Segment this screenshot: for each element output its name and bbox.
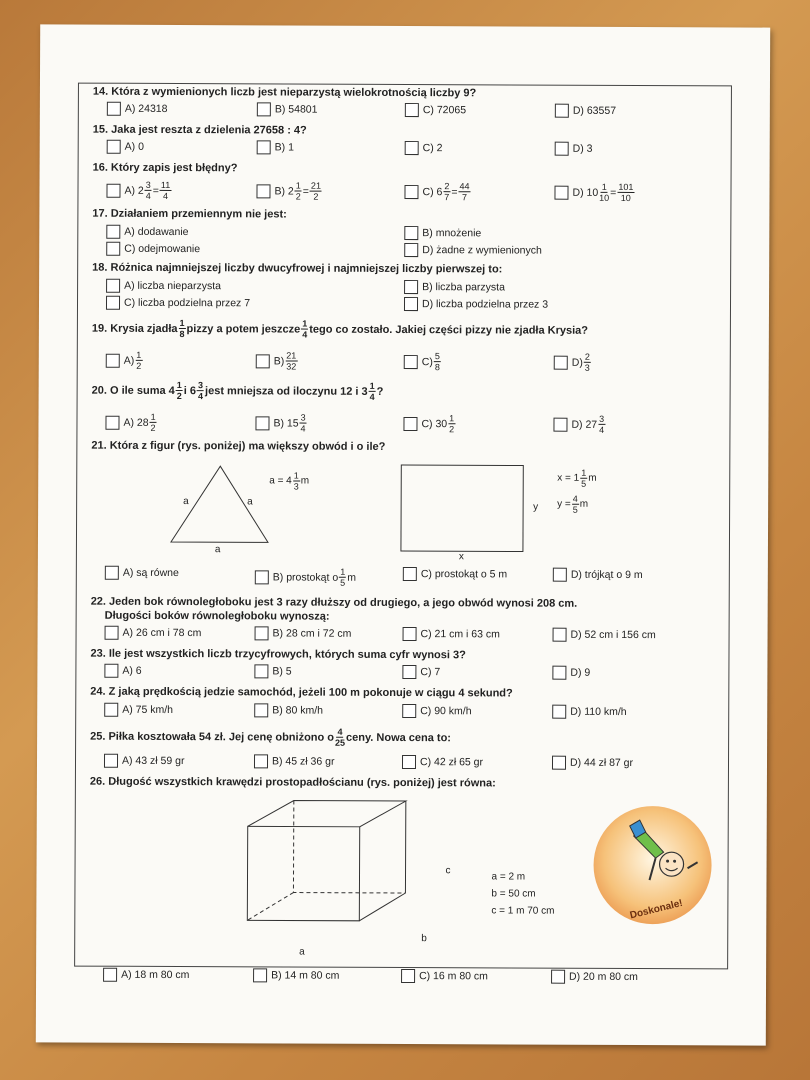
question-22-line2: Długości boków równoległoboku wynoszą: [104, 609, 330, 623]
question-15: 15. Jaka jest reszta z dzielenia 27658 : 4? [92, 123, 307, 137]
option-14-b[interactable]: B) 54801 [257, 102, 318, 116]
question-24: 24. Z jaką prędkością jedzie samochód, jeżeli 100 m pokonuje w ciągu 4 sekund? [90, 685, 513, 700]
checkbox[interactable] [404, 297, 418, 311]
checkbox[interactable] [404, 355, 418, 369]
option-26-a[interactable]: A) 18 m 80 cm [103, 968, 189, 982]
checkbox[interactable] [106, 296, 120, 310]
option-18-b[interactable]: B) liczba parzysta [404, 280, 505, 294]
fraction: $\frac{1}{8}$ [179, 318, 185, 340]
checkbox[interactable] [402, 665, 416, 679]
checkbox[interactable] [255, 416, 269, 430]
checkbox[interactable] [402, 704, 416, 718]
fraction: $\frac{1}{2}$ [449, 413, 455, 435]
checkbox[interactable] [103, 968, 117, 982]
option-26-c[interactable]: C) 16 m 80 cm [401, 969, 488, 983]
checkbox[interactable] [552, 705, 566, 719]
cuboid-value-b: b = 50 cm [491, 888, 536, 900]
option-23-a[interactable]: A) 6 [104, 664, 141, 678]
question-16: 16. Który zapis jest błędny? [92, 161, 238, 175]
question-18: 18. Różnica najmniejszej liczby dwucyfrowej i najmniejszej liczby pierwszej to: [92, 261, 503, 276]
fraction: $\frac{21}{2}$ [310, 180, 321, 202]
checkbox[interactable] [404, 185, 418, 199]
question-21: 21. Która z figur (rys. poniżej) ma większy obwód i o ile? [91, 439, 386, 453]
question-20: 20. O ile suma 4 $\frac{1}{2}$ i 6 $\frac{3}{4}$ jest mniejsza od iloczynu 12 i 3 $\frac{1}{4}$ ? [91, 380, 384, 402]
option-25-c[interactable]: C) 42 zł 65 gr [402, 755, 483, 769]
triangle-formula: a = 4 $\frac{1}{3}$ m [269, 470, 310, 492]
checkbox[interactable] [105, 566, 119, 580]
options-24 [104, 703, 728, 722]
triangle-side-bottom: a [214, 544, 221, 556]
checkbox[interactable] [256, 354, 270, 368]
checkbox[interactable] [554, 185, 568, 199]
option-16-c[interactable]: C) 6 $\frac{2}{7}$ = $\frac{44}{7}$ [404, 181, 471, 202]
option-26-b[interactable]: B) 14 m 80 cm [253, 968, 339, 982]
checkbox[interactable] [553, 568, 567, 582]
option-21-c[interactable]: C) prostokąt o 5 m [403, 567, 507, 581]
options-16 [106, 180, 730, 205]
question-17: 17. Działaniem przemiennym nie jest: [92, 207, 287, 221]
checkbox[interactable] [254, 664, 268, 678]
option-14-d[interactable]: D) 63557 [555, 104, 616, 118]
checkbox[interactable] [104, 664, 118, 678]
option-19-a[interactable]: A) $\frac{1}{2}$ [106, 350, 144, 371]
fraction: $\frac{1}{4}$ [369, 380, 375, 402]
option-20-b[interactable]: B) 15 $\frac{3}{4}$ [255, 412, 307, 433]
option-25-d[interactable]: D) 44 zł 87 gr [552, 756, 633, 770]
option-24-c[interactable]: C) 90 km/h [402, 704, 471, 718]
option-24-a[interactable]: A) 75 km/h [104, 703, 173, 717]
fraction: $\frac{3}{4}$ [197, 380, 204, 402]
fraction: $\frac{2}{3}$ [584, 351, 590, 373]
checkbox[interactable] [553, 628, 567, 642]
option-18-a[interactable]: A) liczba nieparzysta [106, 279, 221, 294]
option-14-c[interactable]: C) 72065 [405, 103, 466, 117]
rect-side-x: x [458, 551, 464, 563]
checkbox[interactable] [403, 567, 417, 581]
checkbox[interactable] [404, 243, 418, 257]
rect-side-y: y [533, 501, 539, 513]
option-14-a[interactable]: A) 24318 [107, 102, 168, 116]
triangle-side-right: a [247, 496, 253, 508]
question-22: 22. Jeden bok równoległoboku jest 3 razy dłuższy od drugiego, a jego obwód wynosi 208 cm. [90, 595, 578, 610]
question-14: 14. Która z wymienionych liczb jest nieparzystą wielokrotnością liczby 9? [92, 85, 477, 100]
checkbox[interactable] [404, 226, 418, 240]
option-23-b[interactable]: B) 5 [254, 664, 291, 678]
checkbox[interactable] [553, 417, 567, 431]
option-24-b[interactable]: B) 80 km/h [254, 703, 323, 717]
checkbox[interactable] [107, 140, 121, 154]
checkbox[interactable] [105, 626, 119, 640]
options-15 [107, 140, 731, 159]
option-23-d[interactable]: D) 9 [552, 666, 590, 680]
fraction: $\frac{3}{4}$ [300, 412, 306, 434]
option-17-c[interactable]: C) odejmowanie [106, 242, 200, 256]
option-20-d[interactable]: D) 27 $\frac{3}{4}$ [553, 414, 606, 435]
checkbox[interactable] [402, 755, 416, 769]
triangle-figure [165, 464, 275, 554]
fraction: $\frac{101}{10}$ [618, 181, 634, 203]
option-16-d[interactable]: D) 10 $\frac{1}{10}$ = $\frac{101}{10}$ [554, 182, 635, 203]
checkbox[interactable] [405, 141, 419, 155]
option-20-a[interactable]: A) 28 $\frac{1}{2}$ [105, 412, 157, 433]
checkbox[interactable] [254, 703, 268, 717]
checkbox[interactable] [257, 102, 271, 116]
checkbox[interactable] [555, 142, 569, 156]
fraction: $\frac{11}{4}$ [160, 179, 171, 201]
cuboid-edge-c: c [445, 865, 451, 877]
options-25 [104, 754, 728, 773]
option-15-c[interactable]: C) 2 [405, 141, 443, 155]
fraction: $\frac{5}{8}$ [434, 351, 440, 373]
fraction: $\frac{4}{25}$ [334, 726, 346, 748]
fraction: $\frac{1}{4}$ [302, 318, 308, 340]
cuboid-edge-b: b [421, 933, 427, 945]
checkbox[interactable] [257, 140, 271, 154]
questions-frame [74, 83, 732, 984]
cuboid-figure [243, 796, 412, 927]
options-18-row2 [106, 296, 730, 315]
options-20 [105, 412, 729, 437]
options-14 [107, 102, 731, 121]
checkbox[interactable] [254, 754, 268, 768]
options-21 [105, 566, 729, 591]
question-23: 23. Ile jest wszystkich liczb trzycyfrowych, których suma cyfr wynosi 3? [90, 647, 466, 662]
checkbox[interactable] [106, 183, 120, 197]
option-21-a[interactable]: A) są równe [105, 566, 179, 580]
checkbox[interactable] [405, 103, 419, 117]
options-23 [104, 664, 728, 683]
checkbox[interactable] [106, 279, 120, 293]
cuboid-value-a: a = 2 m [491, 871, 526, 883]
option-17-b[interactable]: B) mnożenie [404, 226, 481, 240]
option-18-d[interactable]: D) liczba podzielna przez 3 [404, 297, 548, 312]
options-26 [103, 968, 727, 987]
option-25-b[interactable]: B) 45 zł 36 gr [254, 754, 335, 768]
option-22-b[interactable]: B) 28 cm i 72 cm [255, 626, 352, 640]
fraction: $\frac{1}{2}$ [295, 180, 301, 202]
checkbox[interactable] [555, 104, 569, 118]
option-16-a[interactable]: A) 2 $\frac{3}{4}$ = $\frac{11}{4}$ [106, 180, 172, 201]
rect-y-formula: y = $\frac{4}{5}$ m [557, 493, 589, 515]
fraction: $\frac{2}{7}$ [444, 181, 450, 203]
fraction: $\frac{1}{5}$ [340, 566, 346, 588]
option-24-d[interactable]: D) 110 km/h [552, 705, 626, 719]
option-19-c[interactable]: C) $\frac{5}{8}$ [404, 351, 442, 372]
option-25-a[interactable]: A) 43 zł 59 gr [104, 754, 185, 768]
options-17-row1 [106, 225, 730, 244]
rect-x-formula: x = 1 $\frac{1}{5}$ m [557, 467, 597, 489]
fraction: $\frac{21}{32}$ [286, 350, 297, 372]
option-19-b[interactable]: B) $\frac{21}{32}$ [256, 350, 299, 371]
checkbox[interactable] [106, 225, 120, 239]
fraction: $\frac{1}{2}$ [176, 380, 182, 402]
option-18-c[interactable]: C) liczba podzielna przez 7 [106, 296, 250, 311]
cuboid-edge-a: a [299, 946, 305, 958]
cuboid-value-c: c = 1 m 70 cm [491, 905, 555, 917]
fraction: $\frac{1}{10}$ [599, 181, 610, 203]
option-21-d[interactable]: D) trójkąt o 9 m [553, 568, 643, 582]
fraction: $\frac{1}{2}$ [150, 411, 156, 433]
checkbox[interactable] [106, 242, 120, 256]
checkbox[interactable] [403, 627, 417, 641]
fraction: $\frac{3}{4}$ [145, 179, 151, 201]
option-16-b[interactable]: B) 2 $\frac{1}{2}$ = $\frac{21}{2}$ [256, 180, 323, 201]
checkbox[interactable] [404, 280, 418, 294]
option-17-a[interactable]: A) dodawanie [106, 225, 188, 239]
options-17-row2 [106, 242, 730, 261]
fraction: $\frac{44}{7}$ [459, 181, 470, 203]
checkbox[interactable] [255, 626, 269, 640]
checkbox[interactable] [551, 970, 565, 984]
options-22 [105, 626, 729, 645]
checkbox[interactable] [104, 754, 118, 768]
fraction: $\frac{1}{2}$ [136, 349, 142, 371]
option-26-d[interactable]: D) 20 m 80 cm [551, 970, 638, 984]
option-22-a[interactable]: A) 26 cm i 78 cm [105, 626, 202, 640]
checkbox[interactable] [105, 415, 119, 429]
checkbox[interactable] [256, 184, 270, 198]
sticker-label: Doskonale! [628, 897, 684, 922]
option-22-d[interactable]: D) 52 cm i 156 cm [553, 628, 656, 642]
option-23-c[interactable]: C) 7 [402, 665, 440, 679]
option-17-d[interactable]: D) żadne z wymienionych [404, 243, 542, 258]
checkbox[interactable] [401, 969, 415, 983]
checkbox[interactable] [552, 666, 566, 680]
checkbox[interactable] [255, 570, 269, 584]
option-15-b[interactable]: B) 1 [257, 140, 294, 154]
option-15-a[interactable]: A) 0 [107, 140, 144, 154]
checkbox[interactable] [107, 102, 121, 116]
options-19 [106, 350, 730, 375]
question-26: 26. Długość wszystkich krawędzi prostopadłościanu (rys. poniżej) jest równa: [89, 775, 496, 790]
checkbox[interactable] [552, 756, 566, 770]
worksheet-page [36, 24, 770, 1045]
checkbox[interactable] [253, 968, 267, 982]
option-22-c[interactable]: C) 21 cm i 63 cm [403, 627, 500, 641]
options-18-row1 [106, 279, 730, 298]
option-20-c[interactable]: C) 30 $\frac{1}{2}$ [403, 413, 456, 434]
checkbox[interactable] [554, 355, 568, 369]
fraction: $\frac{1}{5}$ [581, 467, 587, 489]
question-19: 19. Krysia zjadła $\frac{1}{8}$ pizzy a potem jeszcze $\frac{1}{4}$ tego co zostało. Jakiej części pizzy nie zjadła Krysia? [91, 318, 589, 340]
option-21-b[interactable]: B) prostokąt o $\frac{1}{5}$ m [255, 566, 356, 587]
checkbox[interactable] [106, 353, 120, 367]
checkbox[interactable] [104, 703, 118, 717]
fraction: $\frac{1}{3}$ [293, 470, 299, 492]
rectangle-figure [399, 463, 527, 554]
option-19-d[interactable]: D) $\frac{2}{3}$ [554, 352, 592, 373]
triangle-side-left: a [183, 496, 189, 508]
fraction: $\frac{4}{5}$ [572, 493, 578, 515]
question-25: 25. Piłka kosztowała 54 zł. Jej cenę obniżono o $\frac{4}{25}$ ceny. Nowa cena to: [90, 726, 452, 748]
fraction: $\frac{3}{4}$ [599, 413, 605, 435]
checkbox[interactable] [403, 417, 417, 431]
option-15-d[interactable]: D) 3 [555, 142, 593, 156]
